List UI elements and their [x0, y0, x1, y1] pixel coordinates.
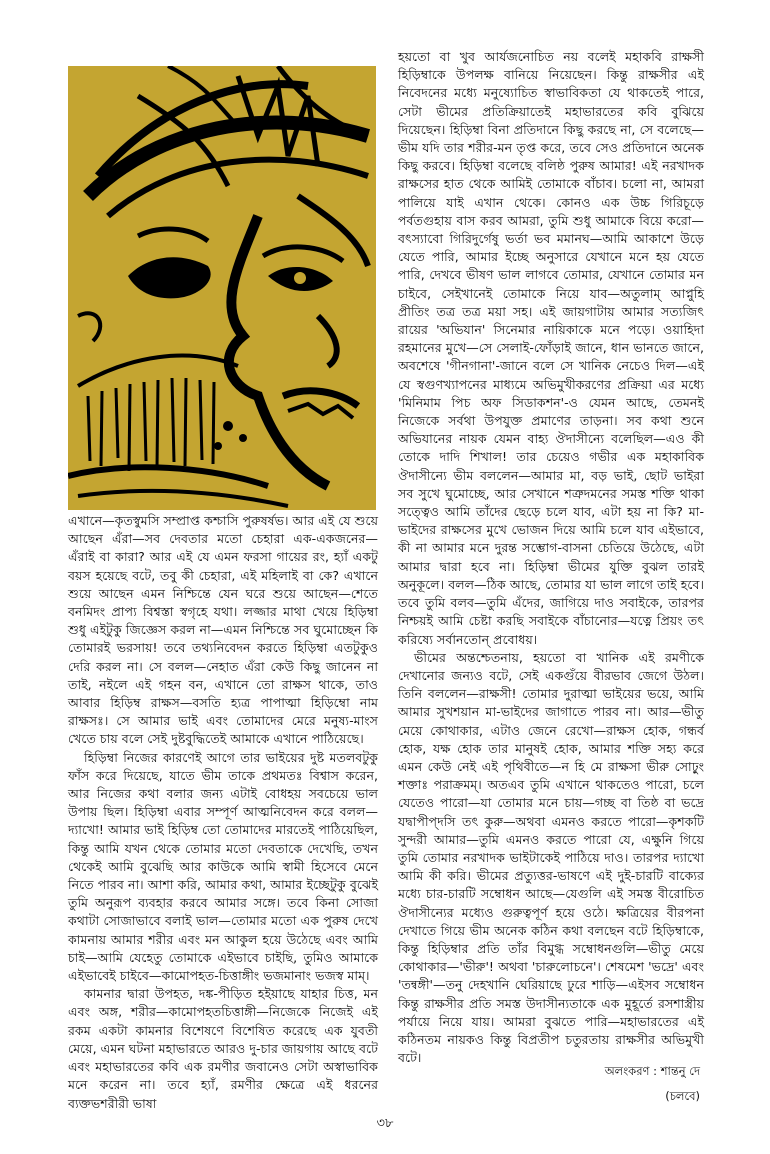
paragraph: হিড়িম্বা নিজের কারণেই আগে তার ভাইয়ের দুষ্ট মতলবটুকু ফাঁস করে দিয়েছে, যাতে ভীম তাকে প্রথমতঃ বিশ্বাস করেন, আর নিজের কথা বলার জন্য এটাই বোধহয় সবচেয়ে ভাল উপায় ছিল। হিড়িম্বা এবার সম্পূর্ণ আত্মনিবেদন করে বলল—দ্যাখো! আমার ভাই হিড়িম্ব তো তোমাদের মারতেই পাঠিয়েছিল, কিন্তু আমি যখন থেকে তোমার মতো দেবতাকে দেখেছি, তখন থেকেই আমি বুঝেছি আর কাউকে আমি স্বামী হিসেবে মেনে নিতে পারব না। আশা করি, আমার কথা, আমার ইচ্ছেটুকু বুঝেই তুমি অনুরূপ ব্যবহার করবে আমার সঙ্গে। তবে কিনা সোজা কথাটা সোজাভাবে বলাই ভাল—তোমার মতো এক পুরুষ দেখে কামনায় আমার শরীর এবং মন আকুল হয়ে উঠেছে এবং আমি চাই—আমি যেহেতু তোমাকে এইভাবে চাইছি, তুমিও আমাকে এইভাবেই চাইবে—কামোপহত-চিত্তাঙ্গীং ভজমানাং ভজস্ব মাম্।: [68, 749, 378, 984]
paragraph: ভীমের অন্তশ্চেতনায়, হয়তো বা খানিক এই রমণীকে দেখানোর জন্যও বটে, সেই একগুঁয়ে বীরভাব জেগে উঠল। তিনি বললেন—রাক্ষসী! তোমার দুরাত্মা ভাইয়ের ভয়ে, আমি আমার সুখশয়ান মা-ভাইদের জাগাতে পারব না। আর—ভীতু মেয়ে কোথাকার, এটাও জেনে রেখো—রাক্ষস হোক, গন্ধর্ব হোক, যক্ষ হোক তার মানুষই হোক, আমার শক্তি সহ্য করে এমন কেউ নেই এই পৃথিবীতে—ন হি মে রাক্ষসা ভীরু সোঢ়ুং শক্তাঃ পরাক্রমম্। অতএব তুমি এখানে থাকতেও পারো, চলে যেতেও পারো—যা তোমার মনে চায়—গচ্ছ বা তিষ্ঠ বা ভদ্রে যদ্বাপীপ্দসি তৎ কুরু—অথবা এমনও করতে পারো—কৃশকটি সুন্দরী আমার—তুমি এমনও করতে পারো যে, এক্ষুনি গিয়ে তুমি তোমার নরখাদক ভাইটাকেই পাঠিয়ে দাও। তারপর দ্যাখো আমি কী করি। ভীমের প্রত্যুত্তর-ভাষণে এই দুই-চারটি বাক্যের মধ্যে চার-চারটি সম্বোধন আছে—যেগুলি এই সমস্ত বীরোচিত ঔদাসীন্যের মধ্যেও গুরুত্বপূর্ণ হয়ে ওঠে। ক্ষত্রিয়ের বীরপনা দেখাতে গিয়ে ভীম অনেক কঠিন কথা বলছেন বটে হিড়িম্বাকে, কিন্তু হিড়িম্বার প্রতি তাঁর বিমুগ্ধ সম্বোধনগুলি—ভীতু মেয়ে কোথাকার—'ভীরু'! অথবা 'চারুলোচনে'। শেষমেশ 'ভদ্রে' এবং 'তন্বঙ্গী'—তনু দেহখানি ঘেরিয়াছে ঢুরে শাড়ি—এইসব সম্বোধন কিন্তু রাক্ষসীর প্রতি সমস্ত উদাসীন্যতাকে এক মুহূর্তে রসশাস্ত্রীয় পর্যায়ে নিয়ে যায়। আমরা বুঝতে পারি—মহাভারতের এই কঠিনতম নায়কও কিন্তু বিপ্রতীপ চতুরতায় রাক্ষসীর অভিমুখী বটে।: [398, 649, 704, 1066]
page-number: ৩৮: [376, 1116, 394, 1131]
right-column: [398, 48, 704, 1067]
left-column: [68, 512, 378, 1113]
illustration: [68, 66, 376, 510]
to-be-continued-label: (চলবে): [665, 1089, 700, 1103]
paragraph: কামনার দ্বারা উপহত, দঙ্ক-পীড়িত হইয়াছে যাহার চিত্ত, মন এবং অঙ্গ, শরীর—কামোপহতচিত্তাঙ্গী—নিজেকে নিজেই এই রকম একটা কামনার বিশেষণে বিশেষিত করেছে এক যুবতী মেয়ে, এমন ঘটনা মহাভারতে আরও দু-চার জায়গায় আছে বটে এবং মহাভারতের কবি এক রমণীর জবানেও সেটা অস্বাভাবিক মনে করেন না। তবে হ্যাঁ, রমণীর ক্ষেত্রে এই ধরনের ব্যক্তভশরীরী ভাষা: [68, 986, 378, 1111]
paragraph: এখানে—কৃতস্বুমসি সম্প্রাপ্ত কশ্চাসি পুরুষর্ষভ। আর এই যে শুয়ে আছেন এঁরা—সব দেবতার মতো চেহারা এক-একজনের—এঁরাই বা কারা? আর এই যে এমন ফরসা গায়ের রং, হ্যাঁ একটু বয়স হয়েছে বটে, তবু কী চেহারা, এই মহিলাই বা কে? এখানে শুয়ে আছেন এমন নিশ্চিন্তে যেন ঘরে শুয়ে আছেন—শেতে বনমিদং প্রাপ্য বিশ্বস্তা স্বগৃহে যথা। লজ্জার মাথা খেয়ে হিড়িম্বা শুধু এইটুকু জিজ্ঞেস করল না—এমন নিশ্চিন্তে সব ঘুমোচ্ছেন কি তোমারই ভরসায়! তবে তথ্যনিবেদন করতে হিড়িম্বা এতটুকুও দেরি করল না। সে বলল—নেহাত এঁরা কেউ কিছু জানেন না তাই, নইলে এই গহন বন, এখানে তো রাক্ষস থাকে, তাও আবার হিড়িম্ব রাক্ষস—বসতি হ্যত্র পাপাত্মা হিড়িম্বো নাম রাক্ষসঃ। সে আমার ভাই এবং তোমাদের মেরে মনুষ্য-মাংস খেতে চায় বলে সেই দুষ্টবুদ্ধিতেই আমাকে এখানে পাঠিয়েছে।: [68, 513, 378, 747]
face-drawing-icon: [68, 66, 376, 510]
paragraph: হয়তো বা খুব আর্যজনোচিত নয় বলেই মহাকবি রাক্ষসী হিড়িম্বাকে উপলক্ষ বানিয়ে নিয়েছেন। কিন্তু রাক্ষসীর এই নিবেদনের মধ্যে মনুষ্যোচিত স্বাভাবিকতা যে থাকতেই পারে, সেটা ভীমের প্রতিক্রিয়াতেই মহাভারতের কবি বুঝিয়ে দিয়েছেন। হিড়িম্বা বিনা প্রতিদানে কিছু করছে না, সে বলেছে—ভীম যদি তার শরীর-মন তৃপ্ত করে, তবে সেও প্রতিদানে অনেক কিছু করবে। হিড়িম্বা বলেছে বলিষ্ঠ পুরুষ আমার! এই নরখাদক রাক্ষসের হাত থেকে আমিই তোমাকে বাঁচাব। চলো না, আমরা পালিয়ে যাই এখান থেকে। কোনও এক উচ্চ গিরিচূড়ে পর্বতগুহায় বাস করব আমরা, তুমি শুধু আমাকে বিয়ে করো—বৎস্যাবো গিরিদুর্গেষু ভর্তা ভব মমানঘ—আমি আকাশে উড়ে যেতে পারি, আমার ইচ্ছে অনুসারে যেখানে মনে হয় যেতে পারি, দেখবে ভীষণ ভাল লাগবে তোমার, যেখানে তোমার মন চাইবে, সেইখানেই তোমাকে নিয়ে যাব—অতুলাম্ আপ্নুহি প্রীতিং তত্র তত্র ময়া সহ। এই জায়গাটায় আমার সত্যজিৎ রায়ের 'অভিযান' সিনেমার নায়িকাকে মনে পড়ে। ওয়াহিদা রহমানের মুখে—সে সেলাই-ফোঁড়াই জানে, ধান ভানতে জানে, অবশেষে 'গীনগানা'-জানে বলে সে খানিক নেচেও দিল—এই যে স্বগুণখ্যাপনের মাধ্যমে অভিমুখীকরণের প্রক্রিয়া এর মধ্যে 'মিনিমাম পিচ অফ সিডাকশন'-ও যেমন আছে, তেমনই নিজেকে সর্বথা উপযুক্ত প্রমাণের তাড়না। সব কথা শুনে অভিযানের নায়ক যেমন বাহ্য ঔদাসীন্যে বলেছিল—এও কী তোকে দাদি শিখাল! তার চেয়েও গভীর এক মহাকাবিক ঔদাসীন্যে ভীম বললেন—আমার মা, বড় ভাই, ছোট ভাইরা সব সুখে ঘুমোচ্ছে, আর সেখানে শত্রুদমনের সমস্ত শক্তি থাকা সত্ত্বেও আমি তাঁদের ছেড়ে চলে যাব, এটা হয় না কি? মা-ভাইদের রাক্ষসের মুখে ভোজন দিয়ে আমি চলে যাব এইভাবে, কী না আমার মনে দুরন্ত সম্ভোগ-বাসনা চেতিয়ে উঠেছে, এটা আমার দ্বারা হবে না। হিড়িম্বা ভীমের যুক্তি বুঝল তারই অনুকূলে। বলল—ঠিক আছে, তোমার যা ভাল লাগে তাই হবে। তবে তুমি বলব—তুমি এঁদের, জাগিয়ে দাও সবাইকে, তারপর নিশ্চয়ই আমি চেষ্টা করছি সবাইকে বাঁচানোর—যত্নে প্রিয়ং তৎ করিষ্যে সর্বানতোন্ প্রবোধয়।: [398, 49, 704, 647]
illustration-credit: অলংকরণ : শান্তনু দে: [604, 1064, 700, 1078]
